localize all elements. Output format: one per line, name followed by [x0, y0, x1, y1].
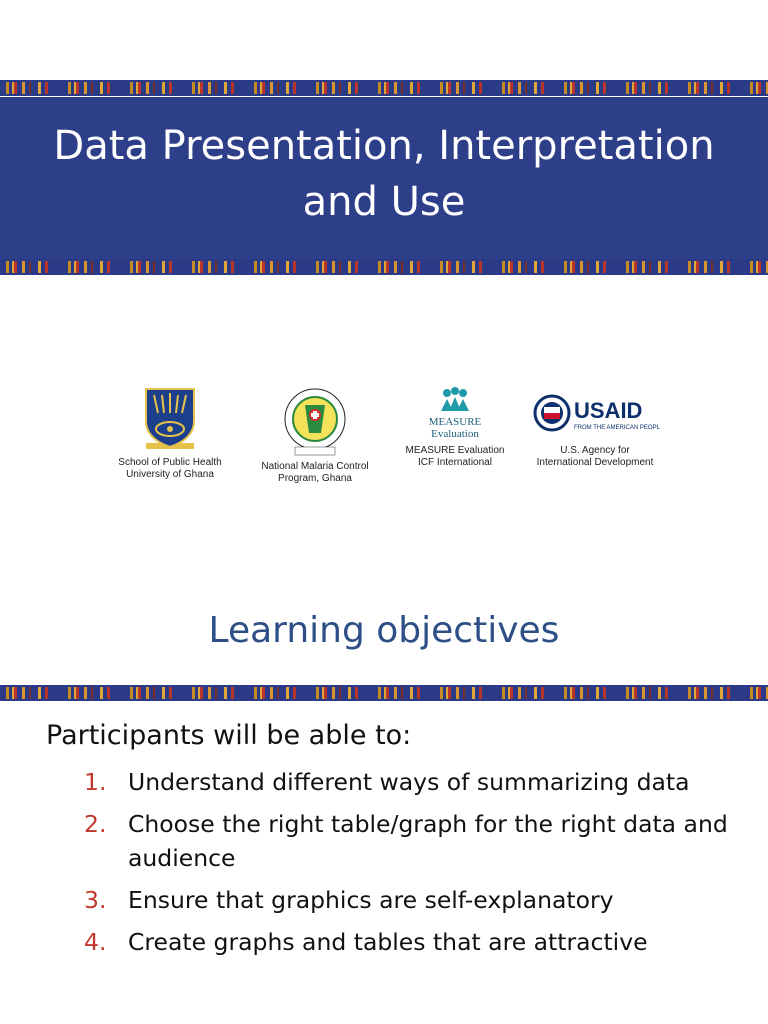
- section-heading: Learning objectives: [208, 610, 560, 651]
- kente-border-title-bottom: [0, 259, 768, 275]
- kente-border-section: [0, 685, 768, 701]
- partner-logos: [110, 385, 670, 495]
- measure-people-icon: [425, 385, 485, 441]
- ghana-health-service-seal-icon: [277, 385, 353, 457]
- objective-item: [84, 807, 734, 875]
- objectives-intro: Participants will be able to:: [46, 720, 412, 751]
- measure-wordmark-line1: MEASURE: [428, 416, 482, 428]
- logo-caption-line1: U.S. Agency for: [560, 445, 630, 456]
- objective-text: Choose the right table/graph for the right data and audience: [128, 810, 728, 872]
- logo-caption-line1: National Malaria Control: [261, 461, 369, 472]
- logo-ghana-health-service: [250, 385, 380, 485]
- logo-caption-line2: University of Ghana: [126, 469, 214, 480]
- measure-wordmark-line2: Evaluation: [431, 428, 479, 440]
- logo-university-of-ghana: [110, 385, 230, 481]
- objectives-list: [84, 765, 734, 967]
- university-crest-icon: [140, 385, 200, 453]
- objective-item: [84, 925, 734, 959]
- logo-measure-evaluation: [400, 385, 510, 469]
- logo-caption-line2: Program, Ghana: [278, 473, 352, 484]
- logo-caption-line1: School of Public Health: [118, 457, 222, 468]
- kente-border-top: [0, 80, 768, 96]
- usaid-wordmark: USAID: [574, 398, 643, 423]
- logo-usaid: [520, 385, 670, 469]
- objective-number: 3.: [84, 886, 107, 914]
- objective-number: 1.: [84, 768, 107, 796]
- slide-title-line2: and Use: [302, 179, 466, 225]
- usaid-logo-icon: [530, 385, 660, 441]
- logo-caption-line2: ICF International: [418, 457, 492, 468]
- logo-caption-line2: International Development: [536, 457, 654, 468]
- slide-title: [0, 118, 768, 230]
- objective-text: Ensure that graphics are self-explanatory: [128, 886, 614, 914]
- slide-title-line1: Data Presentation, Interpretation: [53, 123, 715, 169]
- objective-item: [84, 765, 734, 799]
- objective-number: 4.: [84, 928, 107, 956]
- objective-item: [84, 883, 734, 917]
- objective-text: Create graphs and tables that are attractive: [128, 928, 648, 956]
- usaid-tagline: FROM THE AMERICAN PEOPLE: [574, 425, 660, 431]
- objective-number: 2.: [84, 810, 107, 838]
- objective-text: Understand different ways of summarizing data: [128, 768, 690, 796]
- logo-caption-line1: MEASURE Evaluation: [405, 445, 505, 456]
